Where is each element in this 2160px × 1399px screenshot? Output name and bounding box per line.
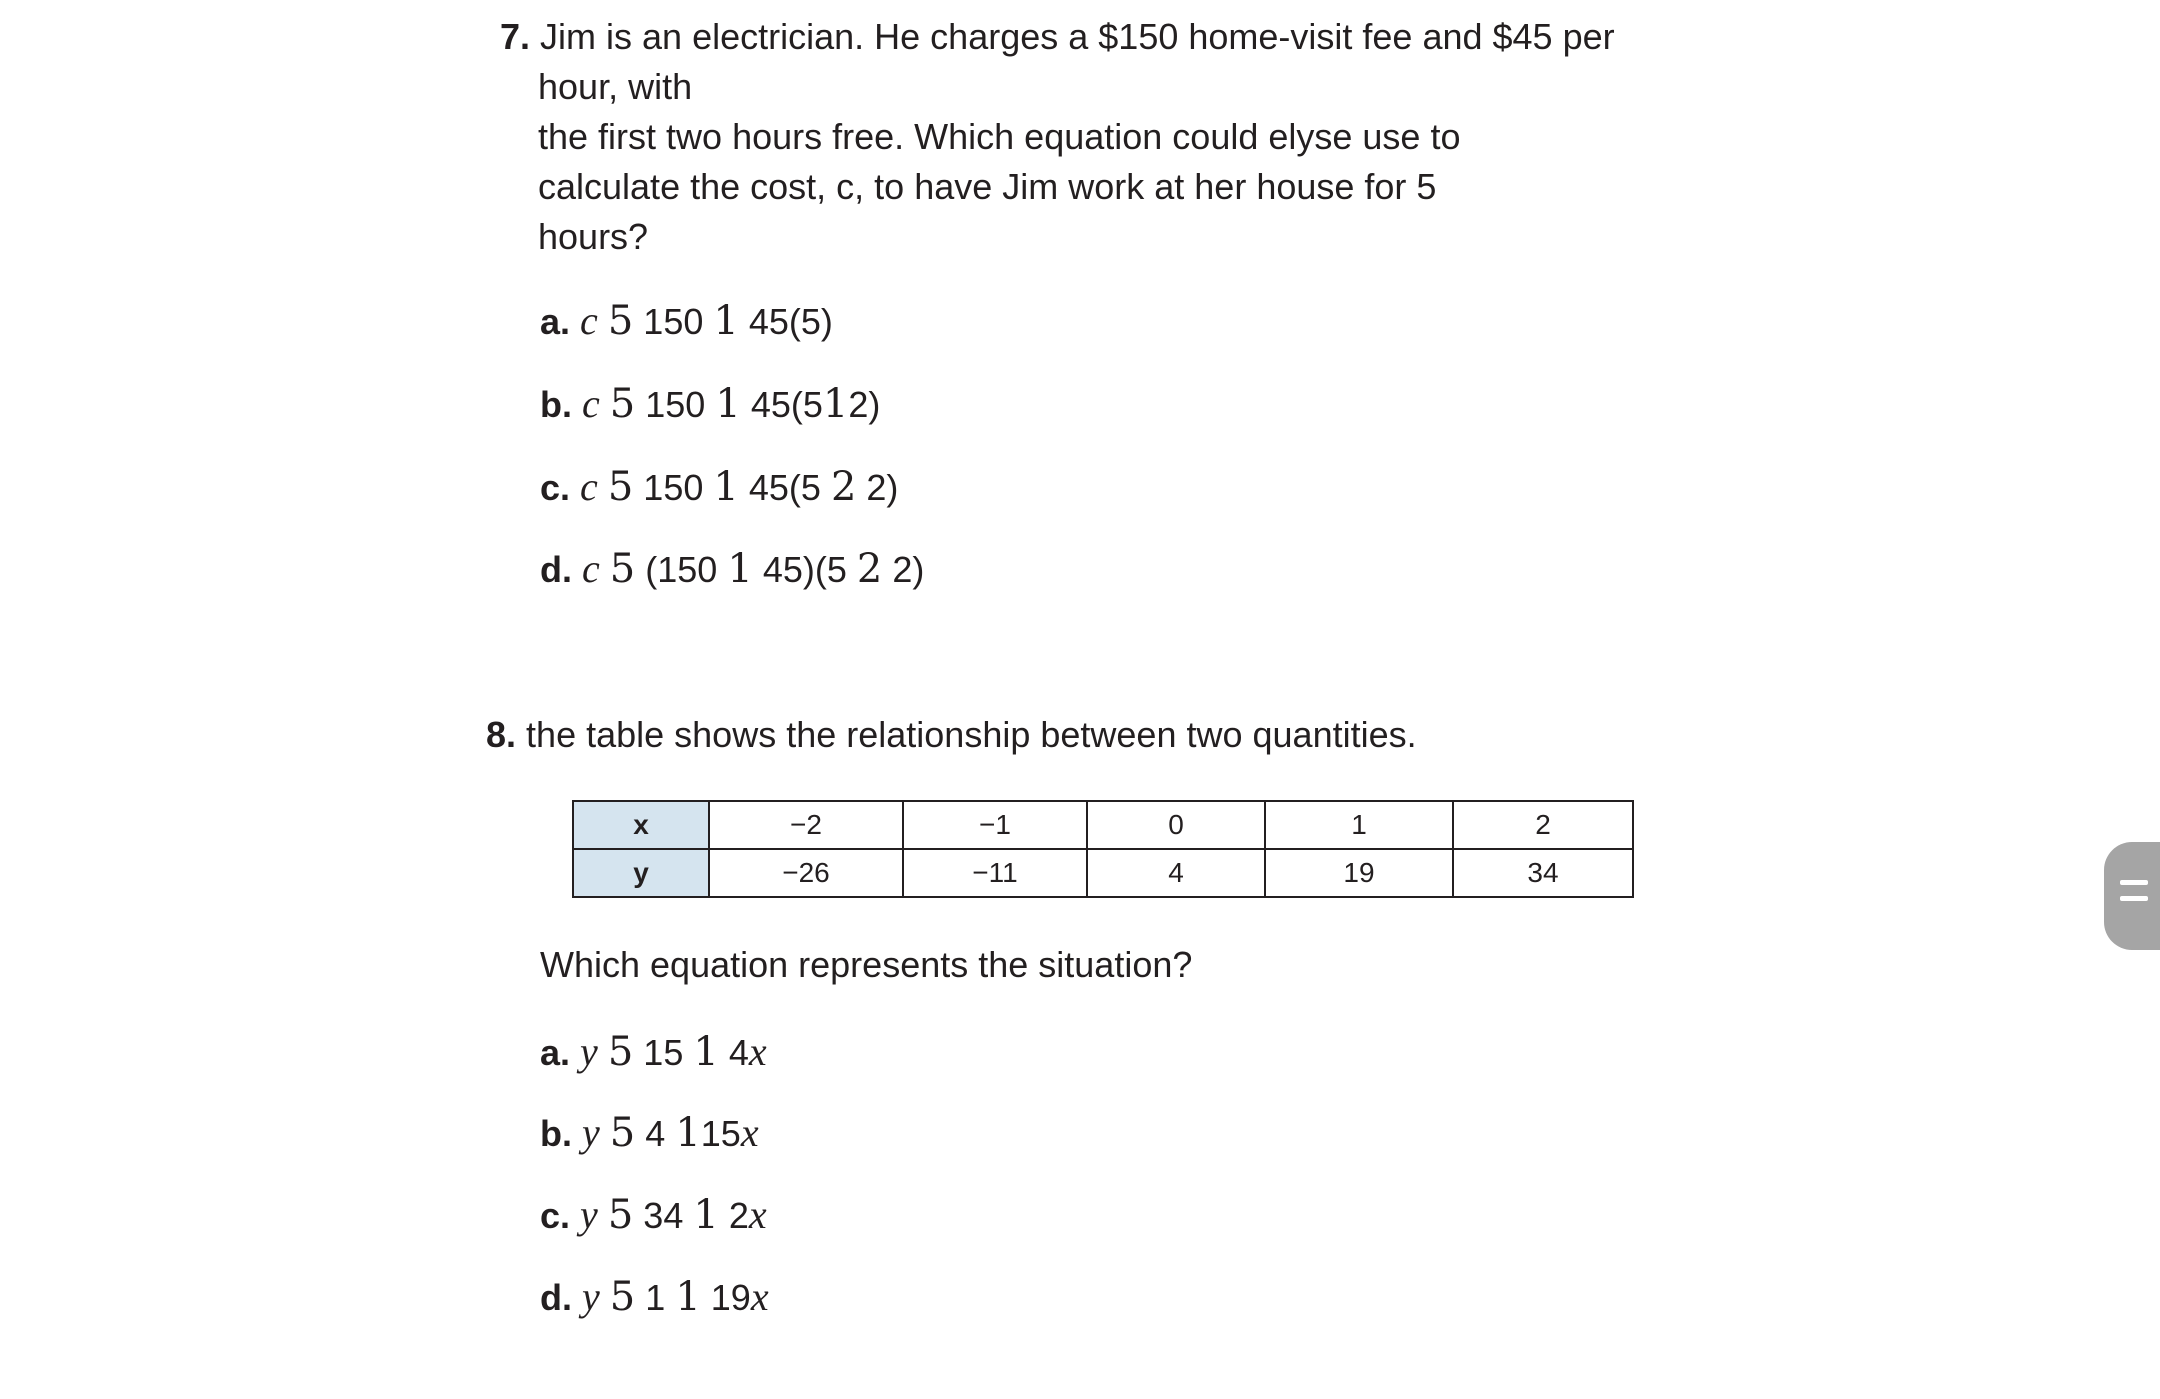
choice-plus-glyph: 1 [693,1192,719,1238]
table-row-x [573,801,1633,849]
side-drag-handle[interactable] [2104,842,2160,950]
table-cell: 2 [1453,801,1633,849]
question-7-stem [500,12,1760,262]
choice-term: 34 [643,1195,684,1236]
choice-equals-glyph: 5 [609,546,636,592]
xy-values-table [572,800,1634,898]
choice-plus-glyph: 1 [713,298,739,344]
question-8-stem [486,710,1417,760]
choice-term: 1 [645,1277,666,1318]
question-7-stem-line-1: Jim is an electrician. He charges a $150 home-visit fee and $45 per [540,16,1615,57]
choice-term: 2) [892,549,925,590]
question-7-number: 7. [500,16,531,57]
choice-term: 45(5 [748,467,821,508]
choice-letter: d. [540,549,572,590]
choice-term: 15 [700,1113,741,1154]
choice-letter: b. [540,384,572,425]
question-7-stem-line-5: hours? [538,216,649,257]
choice-equals-glyph: 5 [607,1029,634,1075]
table-header-y: y [573,849,709,897]
table-cell: 19 [1265,849,1453,897]
choice-variable: c [580,464,598,509]
table-cell: −11 [903,849,1087,897]
choice-variable: y [580,1029,598,1074]
table-cell: 34 [1453,849,1633,897]
table-cell: −2 [709,801,903,849]
choice-variable: c [582,381,600,426]
choice-variable: y [580,1192,598,1237]
choice-equals-glyph: 5 [607,298,634,344]
choice-letter: b. [540,1113,572,1154]
choice-term: 45(5 [750,384,823,425]
choice-variable: y [582,1110,600,1155]
choice-term: 2) [866,467,899,508]
choice-term: 45(5) [748,301,833,342]
question-7-stem-line-2: hour, with [538,66,693,107]
choice-term: 4 [645,1113,666,1154]
table-cell: 1 [1265,801,1453,849]
choice-letter: c. [540,1195,571,1236]
table-header-x: x [573,801,709,849]
question-8-choice-d[interactable] [540,1272,769,1323]
grip-lines-icon [2120,896,2148,901]
choice-plus-glyph: 1 [715,381,741,427]
choice-variable: x [750,1274,769,1319]
choice-letter: a. [540,301,571,342]
question-7-choice-c[interactable] [540,462,898,513]
question-8-choice-c[interactable] [540,1190,767,1241]
choice-plus-glyph: 1 [693,1029,719,1075]
question-8-prompt: Which equation represents the situation? [540,944,1193,985]
choice-equals-glyph: 5 [607,1192,634,1238]
choice-equals-glyph: 5 [609,1274,636,1320]
choice-letter: d. [540,1277,572,1318]
choice-term: (150 [645,549,718,590]
choice-equals-glyph: 5 [609,381,636,427]
question-8-stem-text: the table shows the relationship between two quantities. [526,714,1417,755]
choice-equals-glyph: 5 [607,464,634,510]
choice-minus-glyph: 2 [856,546,883,592]
question-8-choice-a[interactable] [540,1027,767,1078]
table-cell: 0 [1087,801,1265,849]
choice-variable: c [582,546,600,591]
choice-variable: y [582,1274,600,1319]
table-cell: −1 [903,801,1087,849]
choice-variable: c [580,298,598,343]
choice-term: 2 [728,1195,749,1236]
choice-term: 150 [645,384,706,425]
choice-term: 4 [728,1032,749,1073]
question-7-choice-b[interactable] [540,379,880,430]
choice-plus-glyph: 1 [727,546,753,592]
choice-term: 45)(5 [762,549,847,590]
choice-minus-glyph: 2 [830,464,857,510]
choice-equals-glyph: 5 [609,1110,636,1156]
choice-variable: x [740,1110,759,1155]
choice-term: 150 [643,301,704,342]
choice-term: 15 [643,1032,684,1073]
grip-lines-icon [2120,880,2148,885]
table-cell: −26 [709,849,903,897]
choice-plus-glyph: 1 [822,381,849,427]
table-row-y [573,849,1633,897]
choice-term: 2) [848,384,881,425]
choice-variable: x [748,1192,767,1237]
choice-plus-glyph: 1 [713,464,739,510]
question-7-choice-a[interactable] [540,296,833,347]
question-8-choice-b[interactable] [540,1108,759,1159]
choice-letter: a. [540,1032,571,1073]
question-8-number: 8. [486,714,517,755]
question-7-stem-line-3: the first two hours free. Which equation could elyse use to [538,116,1461,157]
choice-term: 19 [710,1277,751,1318]
choice-letter: c. [540,467,571,508]
choice-plus-glyph: 1 [675,1110,701,1156]
choice-term: 150 [643,467,704,508]
choice-plus-glyph: 1 [675,1274,701,1320]
question-7-stem-line-4: calculate the cost, c, to have Jim work at her house for 5 [538,166,1437,207]
question-7-choice-d[interactable] [540,544,924,595]
choice-variable: x [748,1029,767,1074]
table-cell: 4 [1087,849,1265,897]
